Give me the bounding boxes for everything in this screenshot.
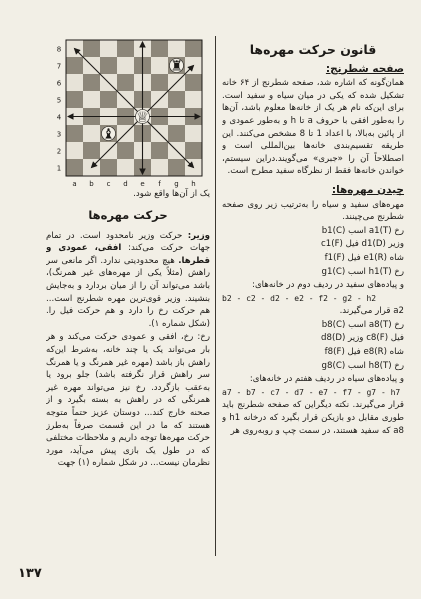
- board-paragraph: همان‌گونه که اشاره شد، صفحه شطرنج از ۶۴ خانه تشکیل شده که یکی در میان سیاه و سفید است. برای این‌که نام هر یک از خانه‌ها معلوم باشد، آن‌ها را به‌طور افقی با حروف a تا h و به‌طور عمودی و از پائین به‌بالا، با اعداد 1 تا 8 مشخص می‌کنند. این طریقه تقسیم‌بندی خانه‌ها بین‌المللی است و اصطلاحاً آن را «جبری» می‌گویند.دراین سیستم، خواندن خانه‌ها فقط از نظرگاه سفید مطرح است.: [222, 78, 404, 177]
- board-square: [185, 91, 202, 108]
- black-line: فیل (F)c8 وزیر (D)d8: [321, 333, 404, 344]
- page-number: ۱۳۷: [18, 566, 42, 581]
- queen-intro: وزیر:: [187, 230, 210, 241]
- white-line: رخ (T)h1 اسب (C)g1: [321, 266, 404, 277]
- queen-paragraph: [46, 230, 210, 331]
- board-square: [168, 125, 185, 142]
- black-line: رخ (T)h8 اسب (C)g8: [321, 360, 404, 371]
- bishop-piece: ♝: [102, 126, 115, 143]
- board-square: [117, 40, 134, 57]
- queen-piece: ♕: [136, 109, 149, 126]
- column-divider: [215, 36, 216, 556]
- rook-piece: ♜: [170, 58, 183, 75]
- black-pawn-squares: a7 - b7 - c7 - d7 - e7 - f7 - g7 - h7: [222, 387, 401, 397]
- queen-bold: افقی، عمودی و قطرها.: [46, 243, 210, 266]
- board-square: [66, 159, 83, 176]
- rank-label: 3: [56, 130, 62, 139]
- board-square: [100, 57, 117, 74]
- file-label: e: [140, 180, 145, 188]
- board-square: [100, 159, 117, 176]
- black-pawns-text: و پیاده‌های سیاه در ردیف هفتم در خانه‌های:: [249, 374, 404, 385]
- rank-label: 4: [56, 113, 62, 122]
- white-line: وزیر (D)d1 فیل (F)c1: [321, 239, 404, 250]
- board-square: [168, 40, 185, 57]
- left-column: [46, 207, 210, 552]
- setup-heading: چیدن مهره‌ها:: [331, 183, 404, 196]
- board-square: [151, 57, 168, 74]
- board-square: [66, 57, 83, 74]
- board-square: [185, 40, 202, 57]
- board-square: [100, 91, 117, 108]
- board-square: [66, 74, 83, 91]
- file-label: a: [72, 180, 77, 188]
- file-label: b: [89, 180, 94, 188]
- board-square: [83, 125, 100, 142]
- white-pawn-last: a2 قرار می‌گیرند.: [339, 306, 404, 317]
- file-label: d: [123, 180, 128, 188]
- queen-rest: هیچ محدودیتی ندارد. اگر مانعی سر راهش (مثلاً یکی از مهره‌های غیر همرنگ)، باشد می‌تواند آن را از میان بردارد و به‌جایش بنشیند. وزیر قوی‌ترین مهره شطرنج است... هم حرکت رخ را دارد و هم حرکت فیل را. (شکل شماره ۱).: [46, 255, 210, 329]
- board-square: [168, 159, 185, 176]
- board-square: [83, 91, 100, 108]
- board-square: [185, 74, 202, 91]
- board-square: [151, 142, 168, 159]
- board-square: [151, 40, 168, 57]
- board-heading: صفحه شطرنج:: [325, 62, 404, 75]
- white-pawns-text: و پیاده‌های سفید در ردیف دوم در خانه‌های:: [252, 280, 404, 291]
- board-square: [83, 74, 100, 91]
- right-column: [222, 36, 404, 556]
- rank-label: 6: [56, 79, 62, 88]
- chess-diagram: [50, 34, 210, 194]
- page-title: قانون حرکت مهره‌ها: [249, 42, 377, 57]
- board-square: [83, 40, 100, 57]
- white-line: رخ (T)a1 اسب (C)b1: [321, 225, 404, 236]
- moves-heading: حرکت مهره‌ها: [88, 208, 168, 222]
- board-square: [66, 125, 83, 142]
- rank-label: 1: [56, 164, 62, 173]
- setup-paragraph: مهره‌های سفید و سیاه را به‌ترتیب زیر روی صفحه شطرنج می‌چینند.: [222, 199, 404, 223]
- board-square: [117, 159, 134, 176]
- file-label: f: [158, 180, 161, 188]
- black-line: رخ (T)a8 اسب (C)b8: [321, 319, 404, 330]
- file-label: c: [106, 180, 111, 188]
- board-square: [66, 91, 83, 108]
- board-square: [185, 125, 202, 142]
- file-label: g: [174, 180, 179, 188]
- file-label: h: [191, 180, 196, 188]
- diagram-caption: یک از آن‌ها واقع شود.: [133, 189, 210, 199]
- rank-label: 7: [56, 62, 62, 71]
- board-square: [117, 57, 134, 74]
- rook-paragraph: رخ: رخ، افقی و عمودی حرکت می‌کند و هر بار می‌تواند یک یا چند خانه، به‌شرط این‌که راهش باز باشد (مهره غیر همرنگ و یا همرنگ سر راهش قرار نگرفته باشد) جلو برود یا به‌عقب بازگردد. رخ نیز می‌تواند مهره غیر همرنگی که در راهش به بسته بگیرد و از صحنه خارج کند... دوستان عزیز حتماً متوجه هستند که ما در این قسمت صرفاً به‌طرز حرکت مهره‌ها توجه داریم و ملاحظات مختلفی که در طول یک بازی پیش می‌آید، مورد نظرمان نیست... در شکل شماره (۱) جهت: [46, 332, 210, 469]
- board-square: [151, 159, 168, 176]
- rank-label: 2: [56, 147, 62, 156]
- rank-label: 5: [56, 96, 62, 105]
- black-line: شاه (R)e8 فیل (F)f8: [324, 347, 404, 358]
- board-square: [168, 91, 185, 108]
- board-square: [100, 40, 117, 57]
- chess-board: [50, 34, 210, 194]
- board-square: [117, 74, 134, 91]
- board-square: [117, 142, 134, 159]
- closing-paragraph: قرار می‌گیرند. نکته دیگراین که صفحه شطرنج باید طوری مقابل دو بازیکن قرار بگیرد که درخانه h1 و a8 که سفید هستند، در سمت چپ و روبه‌روی هر: [222, 400, 404, 436]
- board-square: [66, 142, 83, 159]
- board-square: [151, 74, 168, 91]
- queen-text: حرکت وزیر نامحدود است. در تمام جهات حرکت می‌کند:: [46, 230, 210, 254]
- board-square: [185, 142, 202, 159]
- white-pawn-squares: b2 - c2 - d2 - e2 - f2 - g2 - h2: [222, 293, 377, 303]
- white-line: شاه (R)e1 فیل (F)f1: [324, 252, 404, 263]
- rank-label: 8: [56, 45, 62, 54]
- board-square: [83, 142, 100, 159]
